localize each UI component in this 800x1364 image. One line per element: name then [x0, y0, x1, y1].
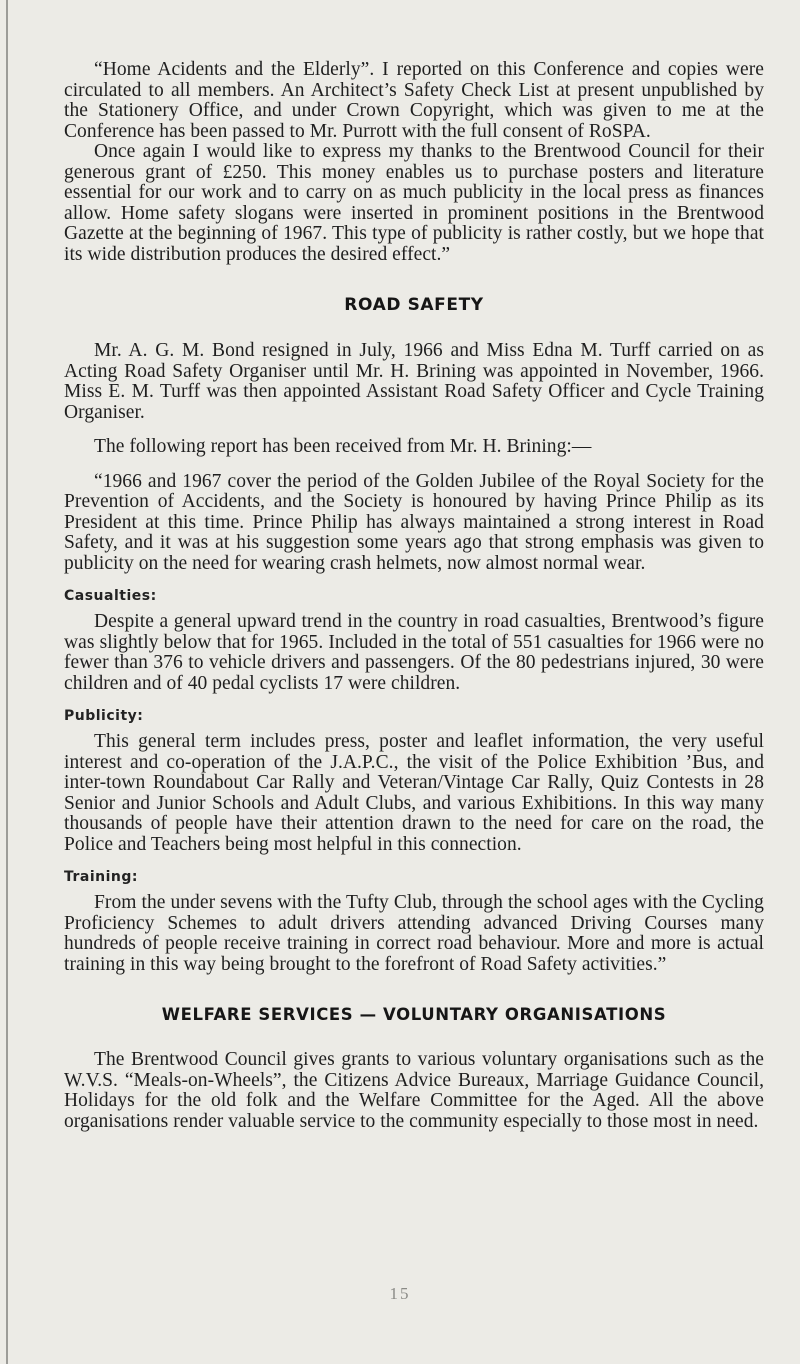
road-safety-paragraph-jubilee: “1966 and 1967 cover the period of the Golden Jubilee of the Royal Society for the Prevention of Accidents, and the Society is honoured by having Prince Philip as its President at this time. Prince Philip has always maintained a strong interest in Road Safety, and it was at his suggestion some years ago that strong emphasis was given to publicity on the need for wearing crash helmets, now almost normal wear. [64, 470, 764, 574]
publicity-paragraph: This general term includes press, poster and leaflet information, the very useful interest and co-operation of the J.A.P.C., the visit of the Police Exhibition ’Bus, and inter-town Roundabout Car Rally and Veteran/Vintage Car Rally, Quiz Contests in 28 Senior and Junior Schools and Adult Clubs, and various Exhibitions. In this way many thousands of people have their attention drawn to the need for care on the road, the Police and Teachers being most helpful in this connection. [64, 731, 764, 855]
training-heading: Training: [64, 869, 139, 885]
casualties-paragraph: Despite a general upward trend in the country in road casualties, Brentwood’s figure was slightly below that for 1965. Included in the total of 551 casualties for 1966 were no fewer than 376 to vehicle drivers and passengers. Of the 80 pedestrians injured, 30 were children and of 40 pedal cyclists 17 were children. [64, 611, 764, 694]
intro-paragraph-2: Once again I would like to express my thanks to the Brentwood Council for their generous grant of £250. This money enables us to purchase posters and literature essential for our work and to carry on as much publicity in the local press as finances allow. Home safety slogans were inserted in prominent positions in the Brentwood Gazette at the beginning of 1967. This type of publicity is rather costly, but we hope that its wide distribution produces the desired effect.” [64, 141, 764, 265]
page-edge-line [6, 0, 8, 1364]
training-paragraph: From the under sevens with the Tufty Club, through the school ages with the Cycling Proficiency Schemes to adult drivers attending advanced Driving Courses many hundreds of people receive training in correct road behaviour. More and more is actual training in this way being brought to the forefront of Road Safety activities.” [64, 892, 764, 975]
welfare-services-heading: WELFARE SERVICES — VOLUNTARY ORGANISATIONS [161, 1005, 667, 1024]
road-safety-heading: ROAD SAFETY [344, 295, 484, 315]
paragraph-gap [64, 458, 764, 472]
text-column [64, 60, 764, 1132]
road-safety-paragraph-appointments: Mr. A. G. M. Bond resigned in July, 1966 and Miss Edna M. Turff carried on as Acting Road Safety Organiser until Mr. H. Brining was appointed in November, 1966. Miss E. M. Turff was then appointed Assistant Road Safety Officer and Cycle Training Organiser. [64, 340, 764, 423]
road-safety-paragraph-report-intro: The following report has been received from Mr. H. Brining:— [94, 436, 592, 457]
casualties-heading: Casualties: [64, 588, 157, 604]
publicity-heading: Publicity: [64, 708, 144, 724]
page-number: 15 [389, 1284, 411, 1303]
intro-paragraph-1: “Home Acidents and the Elderly”. I reported on this Conference and copies were circulated to all members. An Architect’s Safety Check List at present unpublished by the Stationery Office, and under Crown Copyright, which was given to me at the Conference has been passed to Mr. Purrott with the full consent of RoSPA. [64, 59, 764, 142]
welfare-paragraph: The Brentwood Council gives grants to various voluntary organisations such as the W.V.S. “Meals-on-Wheels”, the Citizens Advice Bureaux, Marriage Guidance Council, Holidays for the old folk and the Welfare Committee for the Aged. All the above organisations render valuable service to the community especially to those most in need. [64, 1049, 764, 1132]
paragraph-gap [64, 423, 764, 437]
